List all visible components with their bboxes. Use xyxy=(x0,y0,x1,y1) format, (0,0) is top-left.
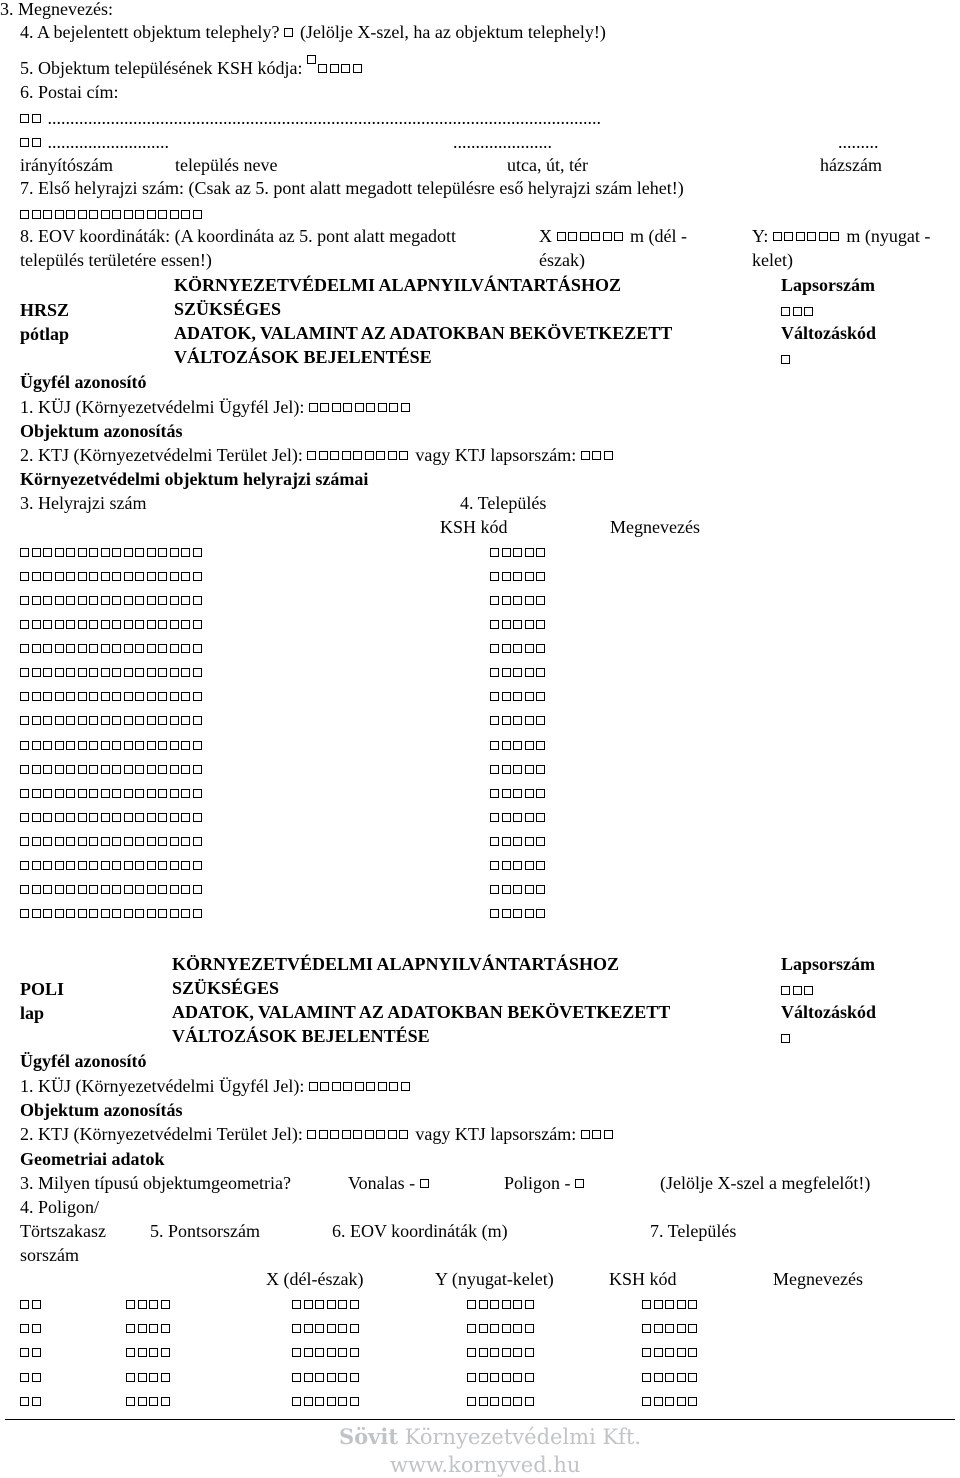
poli-col-4b: Törtszakasz xyxy=(20,1221,106,1241)
label-street: utca, út, tér xyxy=(507,155,588,175)
ksh-code-field[interactable] xyxy=(642,1293,700,1315)
hrsz-valtozaskod: Változáskód xyxy=(781,323,877,343)
ksh-code-field[interactable] xyxy=(642,1317,700,1339)
footer-company: Sövit Környezetvédelmi Kft. xyxy=(339,1424,642,1449)
footer-url: www.kornyved.hu xyxy=(390,1453,581,1477)
checkbox[interactable] xyxy=(420,1179,429,1188)
poli-objektum-heading: Objektum azonosítás xyxy=(20,1100,183,1120)
hrsz-title-1: KÖRNYEZETVÉDELMI ALAPNYILVÁNTARTÁSHOZ xyxy=(174,275,621,295)
field-group[interactable] xyxy=(318,58,364,78)
hrsz-lapsorszam: Lapsorszám xyxy=(781,275,875,295)
poli-title-4: VÁLTOZÁSOK BEJELENTÉSE xyxy=(172,1026,430,1046)
postal-line-1[interactable]: ........................................................................................................................... xyxy=(20,107,601,129)
point-number-field[interactable] xyxy=(126,1366,172,1388)
ksh-code-field[interactable] xyxy=(490,878,548,900)
poli-kuj: 1. KÜJ (Környezetvédelmi Ügyfél Jel): xyxy=(20,1075,412,1097)
poli-side-label-2: lap xyxy=(20,1003,45,1023)
ksh-code-field[interactable] xyxy=(490,637,548,659)
poli-col-5: 5. Pontsorszám xyxy=(150,1221,260,1241)
street-dots[interactable]: ...................... xyxy=(453,132,552,152)
polygon-number-field[interactable] xyxy=(20,1366,43,1388)
x-coord[interactable]: X m (dél - xyxy=(539,226,687,246)
ksh-code-field[interactable] xyxy=(490,734,548,756)
y-coord-field[interactable] xyxy=(467,1341,536,1363)
ksh-code-field[interactable] xyxy=(490,758,548,780)
point-number-field[interactable] xyxy=(126,1317,172,1339)
x-coord-field[interactable] xyxy=(292,1366,361,1388)
poli-lapsorszam: Lapsorszám xyxy=(781,954,875,974)
item-8-eov: 8. EOV koordináták: (A koordináta az 5. pont alatt megadott xyxy=(20,226,457,246)
parcel-number-field[interactable] xyxy=(20,878,204,900)
poli-mark-note: (Jelölje X-szel a megfelelőt!) xyxy=(660,1173,871,1193)
item-8-eov-note: település területére essen!) xyxy=(20,250,212,270)
polygon-number-field[interactable] xyxy=(20,1390,43,1412)
polygon-number-field[interactable] xyxy=(20,1293,43,1315)
poli-ktj: 2. KTJ (Környezetvédelmi Terület Jel): vagy KTJ lapsorszám: xyxy=(20,1123,615,1145)
y-coord-field[interactable] xyxy=(467,1317,536,1339)
parcel-number-field[interactable] xyxy=(20,637,204,659)
ksh-code-field[interactable] xyxy=(642,1341,700,1363)
poligon-option[interactable]: Poligon - xyxy=(504,1172,587,1194)
ksh-code-field[interactable] xyxy=(490,830,548,852)
poli-col-4c: sorszám xyxy=(20,1245,79,1265)
parcel-number-field[interactable] xyxy=(20,709,204,731)
item-5-ksh: 5. Objektum településének KSH kódja: xyxy=(20,57,364,79)
ktj-lap-boxes[interactable] xyxy=(581,1124,616,1144)
poli-side-label: POLI xyxy=(20,979,65,999)
parcel-number-field[interactable] xyxy=(20,613,204,635)
label-city: település neve xyxy=(175,155,278,175)
vonalas-option[interactable]: Vonalas - xyxy=(348,1172,431,1194)
hrsz-title-4: VÁLTOZÁSOK BEJELENTÉSE xyxy=(174,347,432,367)
ksh-code-field[interactable] xyxy=(490,565,548,587)
y-coord[interactable]: Y: m (nyugat - xyxy=(752,226,931,246)
y-coord-field[interactable] xyxy=(467,1390,536,1412)
x-coord-field[interactable] xyxy=(292,1390,361,1412)
ksh-code-field[interactable] xyxy=(642,1366,700,1388)
hrsz-lapsorszam-boxes[interactable] xyxy=(781,300,816,322)
x-coord-field[interactable] xyxy=(292,1341,361,1363)
hrsz-kuj: 1. KÜJ (Környezetvédelmi Ügyfél Jel): xyxy=(20,396,412,418)
hrsz-objektum-heading: Objektum azonosítás xyxy=(20,421,183,441)
item-4-site: 4. A bejelentett objektum telephely? (Jelölje X-szel, ha az objektum telephely!) xyxy=(20,22,606,42)
hrsz-title-3: ADATOK, VALAMINT AZ ADATOKBAN BEKÖVETKEZETT xyxy=(174,323,673,343)
y-coord-field[interactable] xyxy=(467,1293,536,1315)
ksh-code-field[interactable] xyxy=(490,685,548,707)
parcel-number-field[interactable] xyxy=(20,806,204,828)
item-3-name: 3. Megnevezés: xyxy=(0,0,113,19)
hrsz-col-3: 3. Helyrajzi szám xyxy=(20,493,147,513)
checkbox[interactable] xyxy=(284,28,293,37)
poli-geometria-heading: Geometriai adatok xyxy=(20,1149,165,1169)
hrsz-ugyfel-heading: Ügyfél azonosító xyxy=(20,372,147,392)
poli-col-y: Y (nyugat-kelet) xyxy=(435,1269,554,1289)
point-number-field[interactable] xyxy=(126,1390,172,1412)
poli-col-6: 6. EOV koordináták (m) xyxy=(332,1221,508,1241)
house-dots[interactable]: ......... xyxy=(838,132,879,152)
item-6-postal: 6. Postai cím: xyxy=(20,82,119,102)
ksh-code-field[interactable] xyxy=(490,854,548,876)
poli-valtozaskod-box[interactable] xyxy=(781,1027,793,1049)
kuj-boxes[interactable] xyxy=(309,397,413,417)
postal-line-2[interactable]: ........................... xyxy=(20,131,169,153)
poli-col-ksh: KSH kód xyxy=(609,1269,677,1289)
ktj-boxes[interactable] xyxy=(307,445,411,465)
hrsz-col-megnevezes: Megnevezés xyxy=(610,517,700,537)
poli-col-x: X (dél-észak) xyxy=(266,1269,364,1289)
parcel-number-field[interactable] xyxy=(20,758,204,780)
hrsz-valtozaskod-box[interactable] xyxy=(781,348,793,370)
ktj-lap-boxes[interactable] xyxy=(581,445,616,465)
poli-q3: 3. Milyen típusú objektumgeometria? xyxy=(20,1173,291,1193)
hrsz-title-2: SZÜKSÉGES xyxy=(174,299,282,319)
y-coord-field[interactable] xyxy=(467,1366,536,1388)
label-zip: irányítószám xyxy=(20,155,113,175)
ksh-code-field[interactable] xyxy=(490,541,548,563)
item-7-parcel: 7. Első helyrajzi szám: (Csak az 5. pont alatt megadott településre eső helyrajzi szám lehet!) xyxy=(20,178,684,198)
hrsz-col-4: 4. Település xyxy=(460,493,547,513)
x-coord-field[interactable] xyxy=(292,1293,361,1315)
ktj-boxes[interactable] xyxy=(307,1124,411,1144)
parcel-number-field[interactable] xyxy=(20,661,204,683)
kuj-boxes[interactable] xyxy=(309,1076,413,1096)
x-coord-field[interactable] xyxy=(292,1317,361,1339)
parcel-number-field[interactable] xyxy=(20,565,204,587)
ksh-code-field[interactable] xyxy=(490,613,548,635)
field-group[interactable] xyxy=(307,49,319,69)
ksh-code-field[interactable] xyxy=(490,782,548,804)
parcel-boxes[interactable] xyxy=(20,203,204,225)
poli-col-4a: 4. Poligon/ xyxy=(20,1197,100,1217)
hrsz-helyrajzi-heading: Környezetvédelmi objektum helyrajzi számai xyxy=(20,469,369,489)
poli-title-3: ADATOK, VALAMINT AZ ADATOKBAN BEKÖVETKEZETT xyxy=(172,1002,671,1022)
poli-valtozaskod: Változáskód xyxy=(781,1002,877,1022)
point-number-field[interactable] xyxy=(126,1293,172,1315)
polygon-number-field[interactable] xyxy=(20,1317,43,1339)
point-number-field[interactable] xyxy=(126,1341,172,1363)
hrsz-ktj: 2. KTJ (Környezetvédelmi Terület Jel): vagy KTJ lapsorszám: xyxy=(20,444,615,466)
parcel-number-field[interactable] xyxy=(20,589,204,611)
poli-title-1: KÖRNYEZETVÉDELMI ALAPNYILVÁNTARTÁSHOZ xyxy=(172,954,619,974)
ksh-code-field[interactable] xyxy=(642,1390,700,1412)
y-unit-note: kelet) xyxy=(752,250,793,270)
footer-rule xyxy=(5,1419,955,1420)
ksh-code-field[interactable] xyxy=(490,589,548,611)
hrsz-col-ksh: KSH kód xyxy=(440,517,508,537)
parcel-number-field[interactable] xyxy=(20,902,204,924)
poli-lapsorszam-boxes[interactable] xyxy=(781,979,816,1001)
parcel-number-field[interactable] xyxy=(20,782,204,804)
poli-col-7: 7. Település xyxy=(650,1221,737,1241)
polygon-number-field[interactable] xyxy=(20,1341,43,1363)
parcel-number-field[interactable] xyxy=(20,685,204,707)
ksh-code-field[interactable] xyxy=(490,806,548,828)
parcel-number-field[interactable] xyxy=(20,830,204,852)
x-unit-note: észak) xyxy=(539,250,585,270)
ksh-code-field[interactable] xyxy=(490,709,548,731)
checkbox[interactable] xyxy=(575,1179,584,1188)
hrsz-side-label: HRSZ xyxy=(20,300,70,320)
parcel-number-field[interactable] xyxy=(20,734,204,756)
parcel-number-field[interactable] xyxy=(20,541,204,563)
ksh-code-field[interactable] xyxy=(490,902,548,924)
poli-ugyfel-heading: Ügyfél azonosító xyxy=(20,1051,147,1071)
parcel-number-field[interactable] xyxy=(20,854,204,876)
hrsz-side-label-2: pótlap xyxy=(20,324,70,344)
poli-title-2: SZÜKSÉGES xyxy=(172,978,280,998)
ksh-code-field[interactable] xyxy=(490,661,548,683)
poli-col-megnevezes: Megnevezés xyxy=(773,1269,863,1289)
label-house: házszám xyxy=(820,155,882,175)
